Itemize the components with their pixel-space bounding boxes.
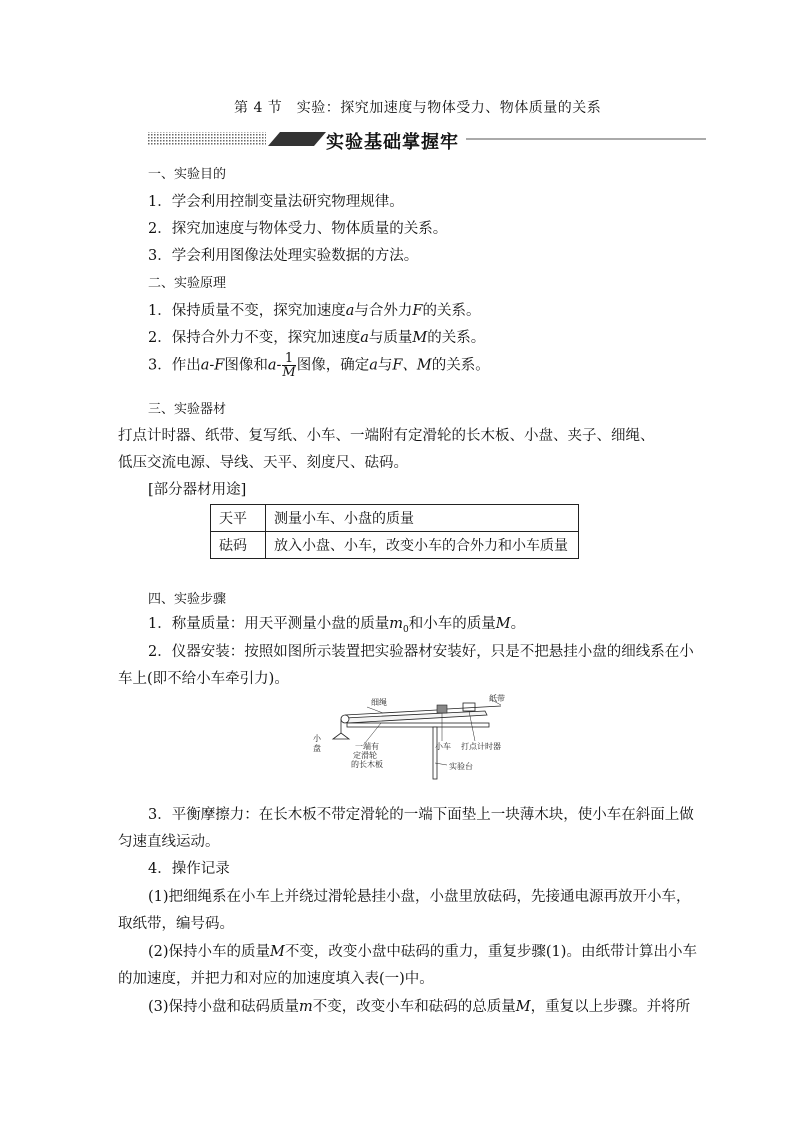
label-tape: 纸带 [489, 694, 505, 703]
table-top [347, 723, 489, 727]
step-item-cont: 匀速直线运动。 [118, 834, 220, 850]
principle-item: 3．作出a-F图像和a- $\frac{1}{M}$ 图像，确定a与F、M的关系。 [148, 351, 490, 380]
objective-item: 1．学会利用控制变量法研究物理规律。 [148, 194, 404, 210]
equipment-list-line: 低压交流电源、导线、天平、刻度尺、砝码。 [118, 455, 408, 471]
apparatus-diagram [305, 693, 525, 785]
cart-icon [437, 705, 447, 713]
principle-item: 2．保持合外力不变，探究加速度a与质量M的关系。 [148, 330, 486, 346]
table-cell: 砝码 [211, 532, 266, 559]
objective-item: 3．学会利用图像法处理实验数据的方法。 [148, 248, 419, 264]
table-row [211, 505, 579, 532]
table-cell: 测量小车、小盘的质量 [266, 505, 579, 532]
step-item: 2．仪器安装：按照如图所示装置把实验器材安装好，只是不把悬挂小盘的细线系在小 [148, 644, 694, 660]
objective-item: 2．探究加速度与物体受力、物体质量的关系。 [148, 221, 448, 237]
step-item-cont: 车上(即不给小车牵引力)。 [118, 671, 289, 687]
step-item: 1．称量质量：用天平测量小盘的质量$m_0$和小车的质量M。 [148, 616, 526, 635]
section-heading-objectives: 一、实验目的 [148, 167, 227, 182]
table-cell: 放入小盘、小车，改变小车的合外力和小车质量 [266, 532, 579, 559]
table-leg [433, 727, 437, 779]
operation-item: (3)保持小盘和砝码质量m不变，改变小车和砝码的总质量M，重复以上步骤。并将所 [148, 999, 691, 1015]
equipment-usage-subheading: [部分器材用途] [148, 482, 247, 498]
table-row [211, 532, 579, 559]
step-item: 3．平衡摩擦力：在长木板不带定滑轮的一端下面垫上一块薄木块，使小车在斜面上做 [148, 807, 694, 823]
pan-icon [333, 733, 349, 739]
operation-item-cont: 取纸带，编号码。 [118, 916, 234, 932]
operation-item: (2)保持小车的质量M不变，改变小盘中砝码的重力，重复步骤(1)。由纸带计算出小车 [148, 944, 697, 960]
long-board [345, 711, 487, 723]
timer-icon [463, 703, 475, 711]
label-rope: 细绳 [371, 698, 387, 707]
equipment-usage-table [210, 504, 579, 559]
label-pan: 小盘 [313, 734, 321, 753]
label-board: 一端有 定滑轮 的长木板 [351, 742, 383, 769]
section-heading-steps: 四、实验步骤 [148, 592, 227, 607]
label-timer: 打点计时器 [461, 742, 501, 751]
operation-item: (1)把细绳系在小车上并绕过滑轮悬挂小盘，小盘里放砝码，先接通电源再放开小车， [148, 889, 691, 905]
banner-title: 实验基础掌握牢 [326, 132, 459, 153]
table-cell: 天平 [211, 505, 266, 532]
equipment-list-line: 打点计时器、纸带、复写纸、小车、一端附有定滑轮的长木板、小盘、夹子、细绳、 [118, 428, 655, 444]
label-cart: 小车 [435, 742, 451, 751]
step-item: 4．操作记录 [148, 861, 230, 877]
section-heading-equipment: 三、实验器材 [148, 402, 227, 417]
principle-item: 1．保持质量不变，探究加速度a与合外力F的关系。 [148, 303, 481, 319]
pulley-icon [341, 715, 349, 723]
section-banner [148, 128, 708, 152]
page-title: 第 4 节 实验：探究加速度与物体受力、物体质量的关系 [234, 100, 602, 116]
operation-item-cont: 的加速度，并把力和对应的加速度填入表(一)中。 [118, 971, 434, 987]
fraction-1-over-M: $\frac{1}{M}$ [282, 351, 296, 380]
section-heading-principle: 二、实验原理 [148, 276, 227, 291]
label-lab-table: 实验台 [449, 762, 473, 771]
